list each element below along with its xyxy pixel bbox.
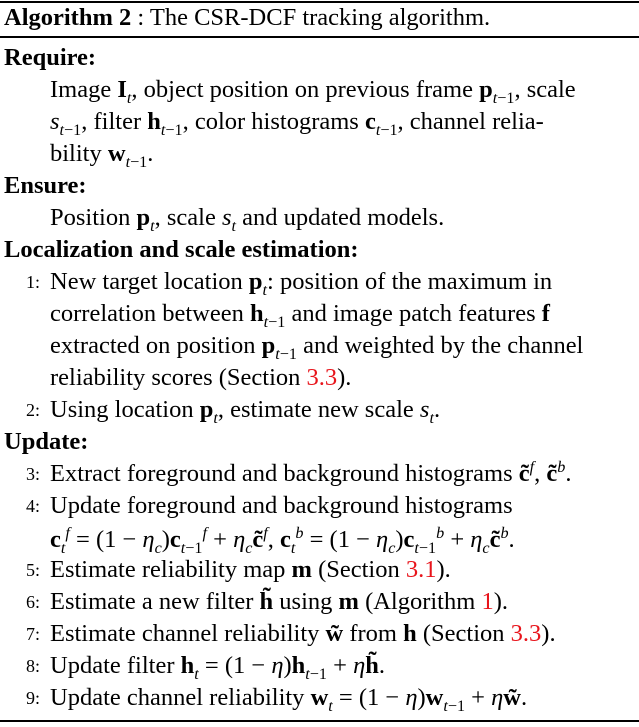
step-number: 9:: [25, 688, 40, 708]
bottom-rule: [0, 720, 639, 722]
require-heading: Require:: [4, 44, 97, 71]
step-number: 1:: [25, 272, 40, 292]
step-1-line-2: correlation between $h_{t-1}$ and image patch features f: [50, 300, 550, 331]
algorithm-caption: The CSR-DCF tracking algorithm.: [149, 4, 491, 31]
algorithm-ref[interactable]: 1: [481, 588, 494, 615]
step-number: 3:: [25, 464, 40, 484]
step-number: 6:: [25, 592, 40, 612]
title-rule: [0, 36, 639, 38]
require-line-2: $s_{t-1}$, filter $h_{t-1}$, color histograms $c_{t-1}$, channel relia-: [50, 108, 544, 139]
localization-heading: Localization and scale estimation:: [4, 236, 359, 263]
step-number: 4:: [25, 496, 40, 516]
algorithm-title: Algorithm 2 : The CSR-DCF tracking algorithm.: [4, 4, 491, 31]
require-line-3: bility $w_{t-1}$.: [50, 140, 154, 171]
step-number: 2:: [25, 400, 40, 420]
step-number: 5:: [25, 560, 40, 580]
algorithm-box: Algorithm 2 : The CSR-DCF tracking algorithm. Require: Image $I_t$, object position on previous frame $p_{t-1}$, scale $s_{t-1}$, filter $h_{t-1}$, color histograms $c_{t-1}$, channel relia- bility $w_{t-1}$. Ensure: Position $p_t$, scale $s_t$ and updated models. Localization and scale estimation: 1: New target location $p_t$: position of the maximum in correlation between $h_{t-1}$ and image patch features f extracted on position $p_{t-1}$ and weighted by the channel reliability scores (Section 3.3). 2: Using location $p_t$, estimate new scale $s_t$. Update: 3: Extract foreground and background histograms c̃$^f$, c̃$^b$. 4: Update foreground and background histograms $c_t^f = (1 - \eta_c)c_{t-1}^f$ + $\eta_cc̃^f$, $c_t^b = (1 - \eta_c)c_{t-1}^b$ + $\eta_cc̃^b$. 5: Estimate reliability map m (Section 3.1). 6: Estimate a new filter h̃ using m (Algorithm 1). 7: Estimate channel reliability w̃ from h (Section 3.3). 8: Update filter $h_t = (1 - \eta)h_{t-1}$ + ηh̃. 9: Update channel reliability $w_t = (1 - \eta)w_{t-1}$ + ηw̃.: [0, 0, 639, 727]
step-4-line-2: $c_t^f = (1 - \eta_c)c_{t-1}^f$ + $\eta_cc̃^f$, $c_t^b = (1 - \eta_c)c_{t-1}^b$ + $\eta_cc̃^b$.: [50, 524, 515, 557]
section-ref[interactable]: 3.3: [510, 620, 542, 647]
step-number: 7:: [25, 624, 40, 644]
step-1-line-3: extracted on position $p_{t-1}$ and weighted by the channel: [50, 332, 584, 363]
section-ref[interactable]: 3.3: [306, 364, 338, 391]
ensure-line-1: Position $p_t$, scale $s_t$ and updated models.: [50, 204, 445, 235]
algorithm-label: Algorithm 2: [4, 4, 132, 31]
update-heading: Update:: [4, 428, 89, 455]
ensure-heading: Ensure:: [4, 172, 87, 199]
step-1-line-4: reliability scores (Section 3.3).: [50, 364, 352, 391]
step-number: 8:: [25, 656, 40, 676]
section-ref[interactable]: 3.1: [405, 556, 437, 583]
require-line-1: Image $I_t$, object position on previous frame $p_{t-1}$, scale: [50, 76, 576, 107]
